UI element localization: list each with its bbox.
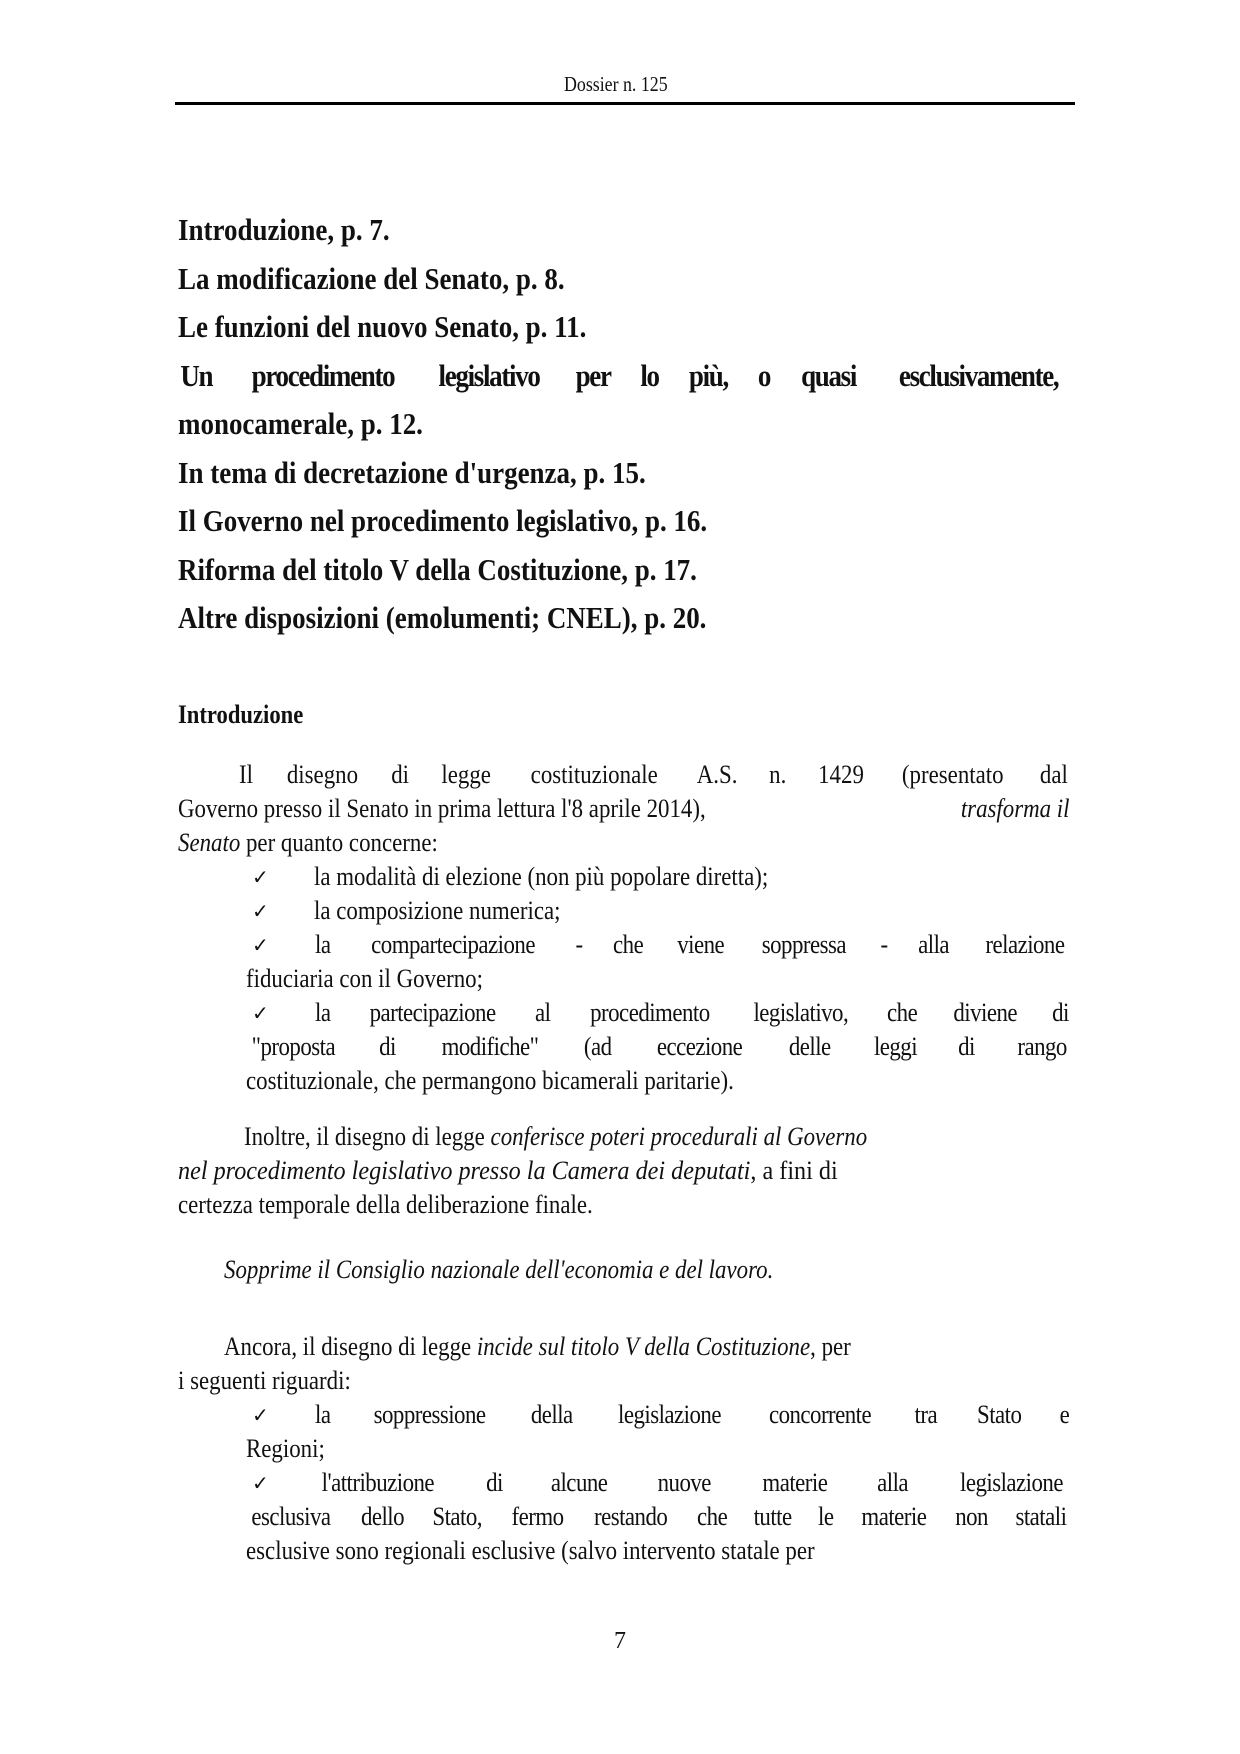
word: - (575, 930, 583, 959)
word: della (531, 1400, 573, 1429)
checkmark-icon: ✓ (252, 899, 269, 923)
word: soppressione (374, 1400, 486, 1429)
word: nuove (657, 1468, 712, 1497)
paragraph-line: certezza temporale della deliberazione finale. (178, 1190, 593, 1219)
word: che (696, 1502, 728, 1531)
word: l'attribuzione (321, 1468, 435, 1497)
word: legislativo, (753, 998, 849, 1027)
section-title: Introduzione (178, 700, 304, 729)
bullet-list-title-v (178, 1398, 1070, 1568)
toc-word: quasi (801, 357, 857, 393)
bullet-item (178, 928, 1070, 962)
paragraph-cnel (178, 1253, 1070, 1287)
word: (presentato (901, 760, 1004, 789)
table-of-contents (178, 206, 1070, 643)
word: compartecipazione (371, 930, 536, 959)
checkmark-icon: ✓ (252, 1471, 269, 1495)
word: di (485, 1468, 503, 1497)
toc-word: lo (640, 357, 659, 393)
bullet-item-continuation (178, 1534, 1070, 1568)
intro-paragraph (178, 758, 1070, 860)
word: restando (594, 1502, 668, 1531)
paragraph-line: nel procedimento legislativo presso la Camera dei deputati, a fini di (178, 1156, 838, 1185)
word: la (315, 998, 331, 1027)
bullet-item-continuation (178, 1064, 1070, 1098)
paragraph-line: Inoltre, il disegno di legge conferisce poteri procedurali al Governo (244, 1122, 868, 1151)
word: A.S. (696, 760, 738, 789)
word: "proposta (251, 1032, 336, 1061)
bullet-item (178, 894, 1070, 928)
bullet-item-continuation (178, 962, 1070, 996)
word: disegno (286, 760, 358, 789)
word: Il (238, 760, 253, 789)
word: delle (788, 1032, 831, 1061)
word: legge (441, 760, 492, 789)
word: di (391, 760, 410, 789)
checkmark-icon: ✓ (252, 933, 269, 957)
toc-entry[interactable] (178, 352, 1070, 449)
word: tra (914, 1400, 938, 1429)
word: che (886, 998, 917, 1027)
word: modifiche" (441, 1032, 539, 1061)
word: rango (1017, 1032, 1067, 1061)
word: eccezione (656, 1032, 743, 1061)
word: dal (1040, 760, 1069, 789)
paragraph-line: Ancora, il disegno di legge incide sul titolo V della Costituzione, per (224, 1332, 851, 1361)
toc-entry[interactable]: Le funzioni del nuovo Senato, p. 11. (178, 309, 587, 344)
toc-entry[interactable]: In tema di decretazione d'urgenza, p. 15. (178, 454, 646, 490)
checkmark-icon: ✓ (252, 1403, 269, 1427)
toc-entry[interactable]: La modificazione del Senato, p. 8. (178, 260, 565, 296)
toc-word: esclusivamente, (898, 357, 1059, 393)
word: materie (762, 1468, 828, 1497)
page-number: 7 (614, 1628, 626, 1654)
paragraph-line: Governo presso il Senato in prima lettura l'8 aprile 2014), trasforma il (178, 794, 1070, 823)
toc-entry[interactable]: Altre disposizioni (emolumenti; CNEL), p. 20. (178, 600, 707, 635)
bullet-text: la composizione numerica; (314, 896, 561, 925)
word: diviene (953, 998, 1017, 1027)
toc-word: legislativo (438, 357, 540, 393)
bullet-text: fiduciaria con il Governo; (246, 964, 483, 993)
word: le (817, 1502, 834, 1531)
bullet-text: esclusive sono regionali esclusive (salvo intervento statale per (246, 1536, 815, 1565)
bullet-item (178, 1466, 1070, 1500)
word: Stato, (432, 1502, 483, 1531)
word: fermo (511, 1502, 564, 1531)
toc-word: o (758, 357, 771, 393)
toc-word: procedimento (251, 357, 395, 393)
word: di (958, 1032, 976, 1061)
paragraph-title-v (178, 1330, 1070, 1398)
word: - (880, 930, 888, 959)
toc-entry[interactable]: Il Governo nel procedimento legislativo, p. 16. (178, 503, 708, 538)
paragraph-line: Senato per quanto concerne: (178, 828, 438, 857)
bullet-item (178, 1398, 1070, 1432)
word: alcune (550, 1468, 608, 1497)
word: legislazione (617, 1400, 721, 1429)
running-header (175, 72, 1075, 97)
bullet-item-continuation (178, 1500, 1070, 1534)
word: alla (918, 930, 950, 959)
word: materie (861, 1502, 926, 1531)
word: viene (677, 930, 725, 959)
word: (ad (584, 1032, 612, 1061)
checkmark-icon: ✓ (252, 865, 269, 889)
bullet-item (178, 860, 1070, 894)
running-header-title: Dossier n. 125 (564, 72, 668, 96)
paragraph-line (178, 758, 1070, 792)
bullet-item (178, 996, 1070, 1030)
paragraph-line: Sopprime il Consiglio nazionale dell'economia e del lavoro. (224, 1255, 774, 1284)
paragraph-line: i seguenti riguardi: (178, 1366, 351, 1395)
toc-entry[interactable]: Riforma del titolo V della Costituzione, p. 17. (178, 551, 697, 587)
toc-word: più, (689, 357, 729, 393)
word: al (535, 998, 551, 1027)
bullet-text: costituzionale, che permangono bicamerali paritarie). (246, 1066, 734, 1095)
word: concorrente (769, 1400, 872, 1429)
bullet-text: Regioni; (246, 1434, 325, 1463)
word: la (315, 1400, 331, 1429)
word: di (379, 1032, 397, 1061)
word: relazione (985, 930, 1065, 959)
word: statali (1015, 1502, 1067, 1531)
word: la (315, 930, 331, 959)
word: Stato (976, 1400, 1022, 1429)
word: legislazione (959, 1468, 1063, 1497)
bullet-item-continuation (178, 1432, 1070, 1466)
toc-entry-line (178, 352, 1070, 401)
word: leggi (873, 1032, 917, 1061)
word: partecipazione (369, 998, 496, 1027)
toc-word: per (575, 357, 611, 393)
toc-word: Un (180, 357, 213, 393)
header-rule (175, 102, 1075, 105)
toc-entry-line: monocamerale, p. 12. (178, 406, 423, 441)
bullet-item-continuation (178, 1030, 1070, 1064)
word: tutte (753, 1502, 792, 1531)
word: 1429 (818, 760, 865, 789)
word: soppressa (761, 930, 846, 959)
word: esclusiva (251, 1502, 331, 1531)
word: dello (361, 1502, 405, 1531)
word: n. (769, 760, 787, 789)
word: costituzionale (530, 760, 658, 789)
word: di (1052, 998, 1069, 1027)
checkmark-icon: ✓ (252, 1001, 269, 1025)
bullet-text: la modalità di elezione (non più popolare diretta); (314, 862, 769, 891)
bullet-list-senate-changes (178, 860, 1070, 1098)
word: alla (876, 1468, 908, 1497)
paragraph-government-powers (178, 1120, 1070, 1222)
word: non (954, 1502, 988, 1531)
toc-entry[interactable]: Introduzione, p. 7. (178, 212, 390, 247)
word: e (1059, 1400, 1070, 1429)
word: procedimento (589, 998, 710, 1027)
word: che (613, 930, 644, 959)
